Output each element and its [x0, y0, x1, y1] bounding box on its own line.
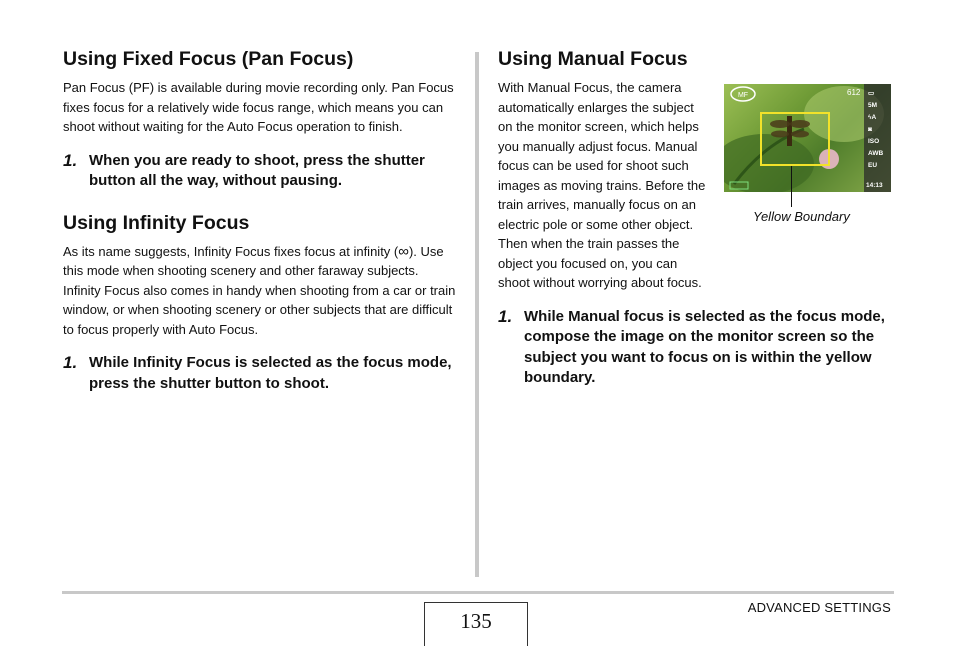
step-text: While Infinity Focus is selected as the focus mode, press the shutter button to shoot. [89, 354, 452, 392]
step-number: 1. [63, 150, 78, 170]
pan-focus-step [63, 151, 458, 192]
section-label: ADVANCED SETTINGS [747, 600, 891, 615]
column-divider [475, 52, 479, 577]
left-column [63, 46, 458, 408]
yellow-boundary-frame [760, 112, 830, 166]
flash-icon: ϟA [868, 114, 877, 121]
shot-count: 612 [847, 88, 861, 97]
side-icon: 5M [868, 102, 878, 109]
side-icon: EU [868, 162, 878, 169]
manual-focus-step [498, 307, 893, 389]
step-number: 1. [63, 353, 78, 372]
side-icon: ▭ [868, 90, 875, 97]
infinity-symbol-icon: ∞ [398, 242, 409, 260]
caption-leader-line [791, 166, 792, 207]
manual-focus-body: With Manual Focus, the camera automatically enlarges the subject on the monitor screen, which helps you manually adjust focus. Manual focus can be used for shoot such images as moving trains. Before the train arrives, manually focus on an electric pole or some other object. Then when the train passes the object you focused on, you can shoot without worrying about focus. [498, 80, 706, 290]
iso-icon: ISO [868, 138, 880, 145]
infinity-focus-step [63, 353, 458, 394]
yellow-boundary-caption: Yellow Boundary [753, 209, 850, 224]
page-number: 135 [460, 609, 492, 633]
pan-focus-body: Pan Focus (PF) is available during movie recording only. Pan Focus fixes focus for a relatively wide focus range, which means you can shoot without waiting for the Auto Focus operation to finish. [63, 80, 454, 134]
step-text: While Manual focus is selected as the focus mode, compose the image on the monitor screen so the subject you want to focus on is within the yellow boundary. [524, 307, 885, 386]
manual-focus-heading: Using Manual Focus [498, 48, 688, 70]
awb-icon: AWB [868, 150, 884, 157]
mf-badge: MF [737, 92, 749, 99]
infinity-body-post: ). Use this mode when shooting scenery and other faraway subjects. Infinity Focus also comes in handy when shooting from a car or train window, or when shooting scenery or other subjects that are difficult to focus properly with Auto Focus. [63, 243, 456, 337]
infinity-body-pre: As its name suggests, Infinity Focus fixes focus at infinity ( [63, 243, 399, 259]
time-readout: 14:13 [866, 182, 883, 189]
step-text: When you are ready to shoot, press the shutter button all the way, without pausing. [89, 151, 425, 189]
pan-focus-heading: Using Fixed Focus (Pan Focus) [63, 48, 354, 70]
footer-divider [62, 591, 894, 594]
side-icon: ◙ [868, 126, 872, 133]
infinity-focus-heading: Using Infinity Focus [63, 211, 250, 234]
step-number: 1. [498, 306, 513, 326]
page-number-box [424, 602, 528, 646]
infinity-focus-body [63, 242, 458, 340]
